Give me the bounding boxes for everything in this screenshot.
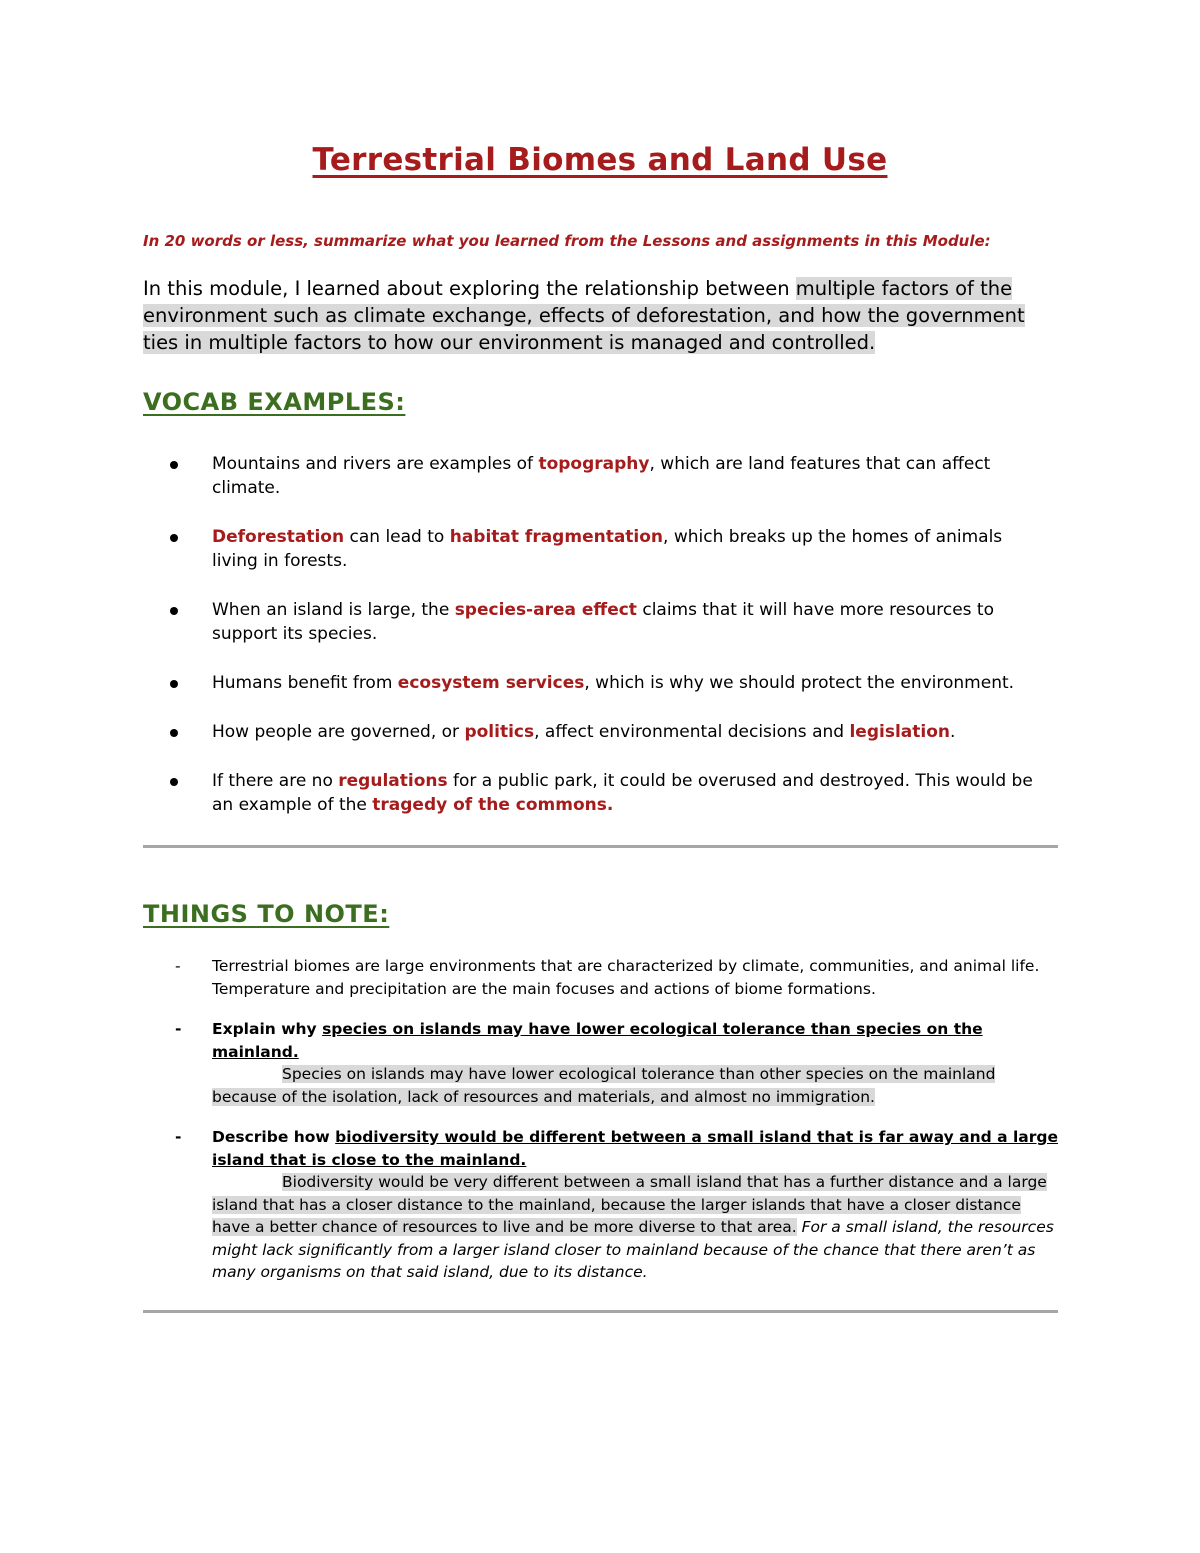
bullet-icon (170, 680, 178, 688)
vocab-item: If there are no regulations for a public park, it could be overused and destroyed. This would be an example of the tragedy of the commons. (170, 769, 1050, 817)
vocab-term: legislation (849, 722, 950, 742)
bullet-icon (170, 607, 178, 615)
vocab-term: tragedy of the commons. (372, 795, 614, 815)
vocab-item: When an island is large, the species-area effect claims that it will have more resources to support its species. (170, 598, 1050, 646)
vocab-item: Deforestation can lead to habitat fragmentation, which breaks up the homes of animals living in forests. (170, 525, 1050, 573)
answer-text: Biodiversity would be very different between a small island that has a further distance and a large island that has a closer distance to the mainland, because the larger islands that have a closer distance have a better chance of resources to live and be more diverse to that area. For a small island, the resources might lack significantly from a larger island closer to mainland because of the chance that there aren’t as many organisms on that said island, due to its distance. (212, 1173, 1054, 1281)
notes-heading: THINGS TO NOTE: (143, 900, 390, 928)
vocab-term: politics (464, 722, 535, 742)
vocab-list (170, 452, 1050, 842)
vocab-term: habitat fragmentation (449, 527, 664, 547)
vocab-item: Mountains and rivers are examples of topography, which are land features that can affect climate. (170, 452, 1050, 500)
vocab-term: ecosystem services (397, 673, 585, 693)
bullet-icon (170, 534, 178, 542)
dash-icon: - (175, 957, 181, 975)
note-question-2 (170, 1126, 1060, 1284)
vocab-term: topography (538, 454, 650, 474)
note-item: - Terrestrial biomes are large environments that are characterized by climate, communities, and animal life. Temperature and precipitation are the main focuses and actions of biome formations. (175, 957, 1040, 998)
summary-part-1: In this module, I learned about exploring the relationship between (143, 277, 796, 300)
bullet-icon (170, 461, 178, 469)
bullet-icon (170, 729, 178, 737)
note-question-1 (170, 1018, 1060, 1108)
vocab-heading: VOCAB EXAMPLES: (143, 388, 406, 416)
dash-icon: - (175, 1128, 182, 1146)
vocab-term: regulations (338, 771, 448, 791)
summary-prompt: In 20 words or less, summarize what you learned from the Lessons and assignments in this Module: (143, 232, 991, 250)
vocab-item: Humans benefit from ecosystem services, which is why we should protect the environment. (170, 671, 1050, 695)
page-title: Terrestrial Biomes and Land Use (312, 142, 888, 178)
question-text: Explain why species on islands may have lower ecological tolerance than species on the mainland. (212, 1020, 983, 1061)
section-divider (143, 1310, 1058, 1313)
vocab-term: species-area effect (454, 600, 637, 620)
bullet-icon (170, 778, 178, 786)
dash-icon: - (175, 1020, 182, 1038)
answer-text: Species on islands may have lower ecological tolerance than other species on the mainland because of the isolation, lack of resources and materials, and almost no immigration. (212, 1065, 996, 1106)
notes-list (170, 955, 1060, 1302)
summary-text (143, 275, 1063, 356)
question-text: Describe how biodiversity would be different between a small island that is far away and a large island that is close to the mainland. (212, 1128, 1058, 1169)
section-divider (143, 845, 1058, 848)
vocab-term: Deforestation (212, 527, 345, 547)
vocab-item: How people are governed, or politics, affect environmental decisions and legislation. (170, 720, 1050, 744)
summary-part-2-highlighted: multiple factors of the environment such as climate exchange, effects of deforestation, and how the government ties in multiple factors to how our environment is managed and controlled. (143, 277, 1025, 354)
